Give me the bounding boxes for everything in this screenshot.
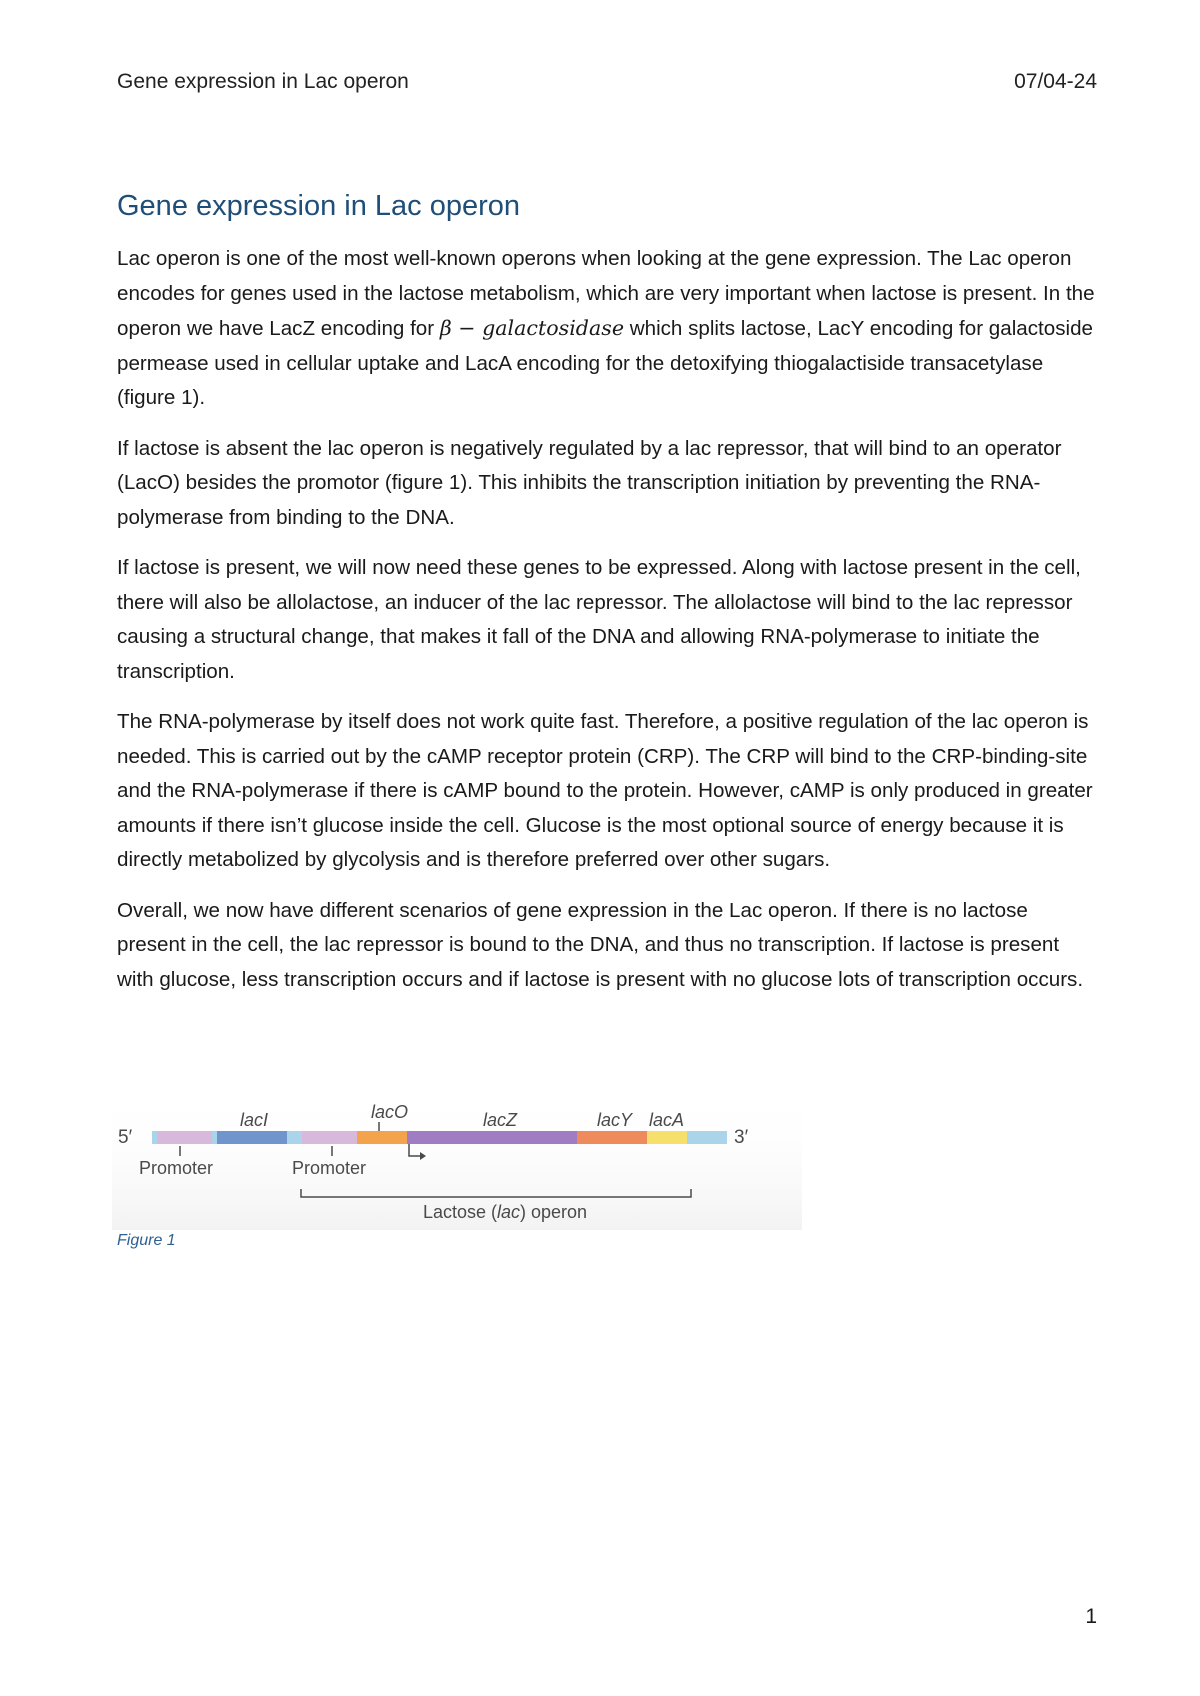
three-prime-label: 3′ bbox=[734, 1127, 749, 1148]
body-text bbox=[117, 242, 1097, 1013]
document-title: Gene expression in Lac operon bbox=[117, 190, 521, 222]
paragraph-lactose-absent: If lactose is absent the lac operon is negatively regulated by a lac repressor, that will bind to an operator (LacO) besides the promotor (figure 1). This inhibits the transcription initiation by preventing the RNA-polymerase from binding to the DNA. bbox=[117, 436, 1062, 529]
lac-operon-diagram bbox=[112, 1090, 802, 1230]
promoter-2-label: Promoter bbox=[292, 1158, 367, 1178]
figure-caption: Figure 1 bbox=[117, 1232, 176, 1249]
paragraph-positive-regulation: The RNA-polymerase by itself does not work quite fast. Therefore, a positive regulation of the lac operon is needed. This is carried out by the cAMP receptor protein (CRP). The CRP will bind to the CRP-binding-site and the RNA-polymerase if there is cAMP bound to the protein. However, cAMP is only produced in greater amounts if there isn’t glucose inside the cell. Glucose is the most optional source of energy because it is directly metabolized by glycolysis and is therefore preferred over other sugars. bbox=[117, 710, 1093, 871]
laci-gene-segment bbox=[217, 1131, 287, 1144]
beta-galactosidase-formula: β − galactosidase bbox=[439, 316, 625, 340]
five-prime-label: 5′ bbox=[118, 1127, 133, 1148]
operon-label-after: ) operon bbox=[520, 1202, 588, 1222]
operon-label-before: Lactose ( bbox=[422, 1202, 497, 1222]
page-number: 1 bbox=[1085, 1605, 1097, 1628]
laca-label: lacA bbox=[649, 1110, 685, 1130]
paragraph-intro-text-before: Lac operon is one of the most well-known operons when looking at the gene expression. The Lac operon encodes for genes used in the lactose metabolism, which are very important when lactose is present. In the operon we have LacZ encoding for bbox=[117, 247, 1095, 340]
lacy-gene-segment bbox=[577, 1131, 647, 1144]
lacz-label: lacZ bbox=[483, 1110, 518, 1130]
promoter-2-segment bbox=[302, 1131, 357, 1144]
laca-gene-segment bbox=[647, 1131, 687, 1144]
promoter-1-segment bbox=[157, 1131, 212, 1144]
operon-label bbox=[423, 1202, 587, 1222]
promoter-1-label: Promoter bbox=[139, 1158, 214, 1178]
lacz-gene-segment bbox=[407, 1131, 577, 1144]
paragraph-intro-text-after: which splits lactose, LacY encoding for galactoside permease used in cellular uptake and LacA encoding for the detoxifying thiogalactiside transacetylase (figure 1). bbox=[117, 317, 1093, 409]
laco-label: lacO bbox=[371, 1102, 409, 1122]
operon-label-italic: lac bbox=[496, 1202, 521, 1222]
page-header-title: Gene expression in Lac operon bbox=[117, 70, 409, 93]
paragraph-lactose-present: If lactose is present, we will now need these genes to be expressed. Along with lactose present in the cell, there will also be allolactose, an inducer of the lac repressor. The allolactose will bind to the lac repressor causing a structural change, that makes it fall of the DNA and allowing RNA-polymerase to initiate the transcription. bbox=[117, 556, 1081, 683]
laci-label: lacI bbox=[240, 1110, 269, 1130]
laco-operator-segment bbox=[357, 1131, 407, 1144]
paragraph-overall: Overall, we now have different scenarios of gene expression in the Lac operon. If there is no lactose present in the cell, the lac repressor is bound to the DNA, and thus no transcription. If lactose is present with glucose, less transcription occurs and if lactose is present with no glucose lots of transcription occurs. bbox=[117, 898, 1084, 991]
paragraph-intro bbox=[117, 242, 1097, 416]
lacy-label: lacY bbox=[597, 1110, 633, 1130]
page-header-date: 07/04-24 bbox=[1014, 70, 1097, 93]
